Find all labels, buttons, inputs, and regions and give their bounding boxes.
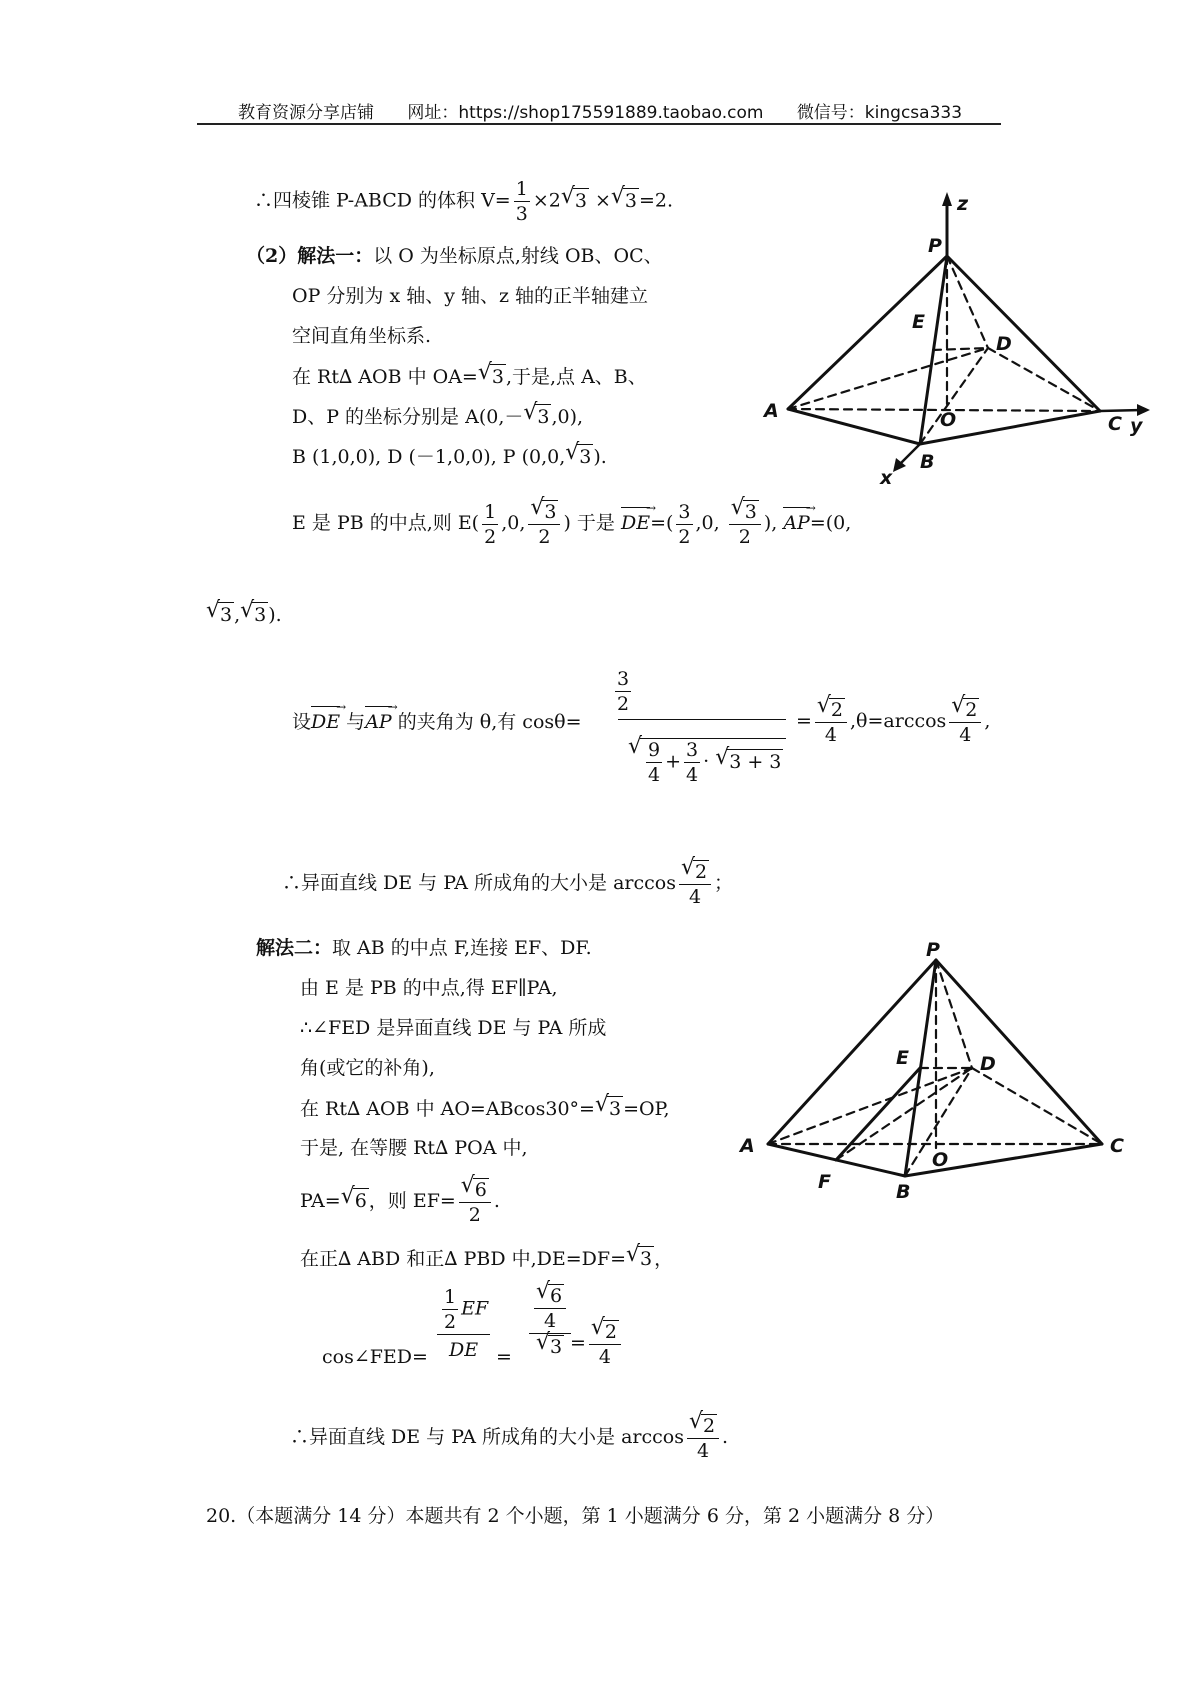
dashed-dc	[972, 1068, 1102, 1144]
label-d: D	[996, 333, 1012, 355]
label-p: P	[928, 235, 942, 257]
dashed-dc	[988, 348, 1100, 411]
method2-line2: 由 E 是 PB 的中点,得 EF∥PA,	[300, 977, 558, 999]
method2-line4: 角(或它的补角),	[300, 1057, 435, 1079]
method2-line8: 在正∆ ABD 和正∆ PBD 中,DE=DF=√ 3 ，	[300, 1246, 673, 1271]
cos-theta-line: 设DE → 与AP → 的夹角为 θ,有 cosθ=	[292, 710, 582, 734]
method1-line2: OP 分别为 x 轴、y 轴、z 轴的正半轴建立	[292, 285, 649, 307]
label-p: P	[926, 940, 940, 961]
label-c: C	[1108, 413, 1122, 435]
cos-fed-label: cos∠FED=	[322, 1346, 428, 1368]
label-o: O	[940, 409, 957, 431]
figure-pyramid-coordinates	[760, 190, 1160, 490]
method1-line7: E 是 PB 的中点,则 E( $\frac{1}{2}$ ,0, √ $\frac{3}{2}$ ) 于是 DE →=( $\frac{3}{2}$ ,0, √ $\frac{3}{2}$ ), AP →=(0,	[292, 500, 851, 548]
dashed-ad	[768, 1068, 972, 1144]
cos-fed-big-frac: $\frac{1}{2}$ EF DE	[434, 1286, 493, 1361]
method1-line5: D、P 的坐标分别是 A(0,－√ 3 ,0),	[292, 404, 583, 429]
y-axis	[1100, 410, 1142, 411]
label-e: E	[896, 1047, 909, 1069]
vector-ap: AP →	[783, 511, 810, 535]
method1-title: （2）解法一：	[246, 245, 374, 267]
dashed-fd	[836, 1068, 972, 1160]
label-c: C	[1110, 1135, 1124, 1157]
cos-fed-eq1: =	[496, 1346, 512, 1368]
method1-conclusion: ∴异面直线 DE 与 PA 所成角的大小是 arccos √ $\frac{2}{4}$ ；	[282, 860, 733, 908]
method2-title: 解法二：	[256, 937, 333, 959]
edge-pc	[936, 960, 1102, 1144]
method1-line3: 空间直角坐标系.	[292, 325, 432, 347]
label-b: B	[896, 1181, 911, 1203]
label-y: y	[1130, 415, 1143, 437]
cos-denominator: √ $\frac{9}{4}$ + $\frac{3}{4}$ · √ 3 + 3	[628, 738, 786, 786]
method2-line7: PA=√ 6 ，则 EF= √ $\frac{6}{2}$ .	[300, 1178, 500, 1226]
cos-result: = √ $\frac{2}{4}$ ,θ=arccos √ $\frac{2}{4}$ ,	[796, 698, 990, 746]
header-rule	[197, 123, 1001, 125]
edge-pc	[947, 256, 1100, 411]
problem-20-heading: 20.（本题满分 14 分）本题共有 2 个小题，第 1 小题满分 6 分，第 2 小题满分 8 分）	[206, 1505, 945, 1527]
dashed-pd	[936, 960, 972, 1068]
method1-line8: √ 3 ,√ 3 ).	[206, 602, 282, 627]
method1-line1: （2）解法一：以 O 为坐标原点,射线 OB、OC、	[246, 245, 663, 267]
label-x: x	[880, 467, 893, 489]
label-a: A	[764, 400, 779, 422]
cos-numerator: $\frac{3}{2}$	[617, 668, 630, 715]
method1-line6: B (1,0,0), D (－1,0,0), P (0,0,√ 3 ).	[292, 444, 607, 469]
label-z: z	[957, 193, 969, 215]
cos-fed-result: = √ $\frac{2}{4}$	[570, 1320, 624, 1368]
label-d: D	[980, 1053, 996, 1075]
label-o: O	[932, 1149, 949, 1171]
volume-line: ∴四棱锥 P-ABCD 的体积 V= $\frac{1}{3}$ ×2√ 3 ×√ 3 =2.	[254, 178, 673, 225]
page-header	[0, 98, 1200, 123]
edge-pa	[768, 960, 936, 1144]
wechat-id: 微信号：kingcsa333	[796, 103, 963, 123]
label-e: E	[912, 311, 925, 333]
method2-line5: 在 Rt∆ AOB 中 AO=ABcos30°=√ 3 =OP,	[300, 1096, 670, 1121]
figure-pyramid-midpoint	[730, 940, 1150, 1210]
method2-line3: ∴∠FED 是异面直线 DE 与 PA 所成	[300, 1017, 607, 1039]
cos-fed-mid-frac: √ $\frac{6}{4}$ √ 3	[526, 1284, 574, 1358]
method2-conclusion: ∴异面直线 DE 与 PA 所成角的大小是 arccos √ $\frac{2}{4}$ .	[290, 1414, 728, 1462]
dashed-pd	[947, 256, 988, 348]
label-f: F	[818, 1171, 831, 1193]
label-a: A	[740, 1135, 755, 1157]
method1-line4: 在 Rt∆ AOB 中 OA=√ 3 ,于是,点 A、B、	[292, 364, 647, 389]
shop-name: 教育资源分享店铺	[237, 103, 374, 123]
z-axis-arrow	[942, 192, 952, 206]
method2-line6: 于是, 在等腰 Rt∆ POA 中,	[300, 1137, 528, 1159]
label-b: B	[920, 451, 935, 473]
method2-line1: 解法二：取 AB 的中点 F,连接 EF、DF.	[256, 937, 592, 959]
vector-de: DE →	[621, 511, 650, 535]
edge-ab	[788, 409, 920, 444]
cos-fraction-bar	[618, 719, 786, 720]
shop-url: 网址：https://shop175591889.taobao.com	[407, 103, 764, 123]
